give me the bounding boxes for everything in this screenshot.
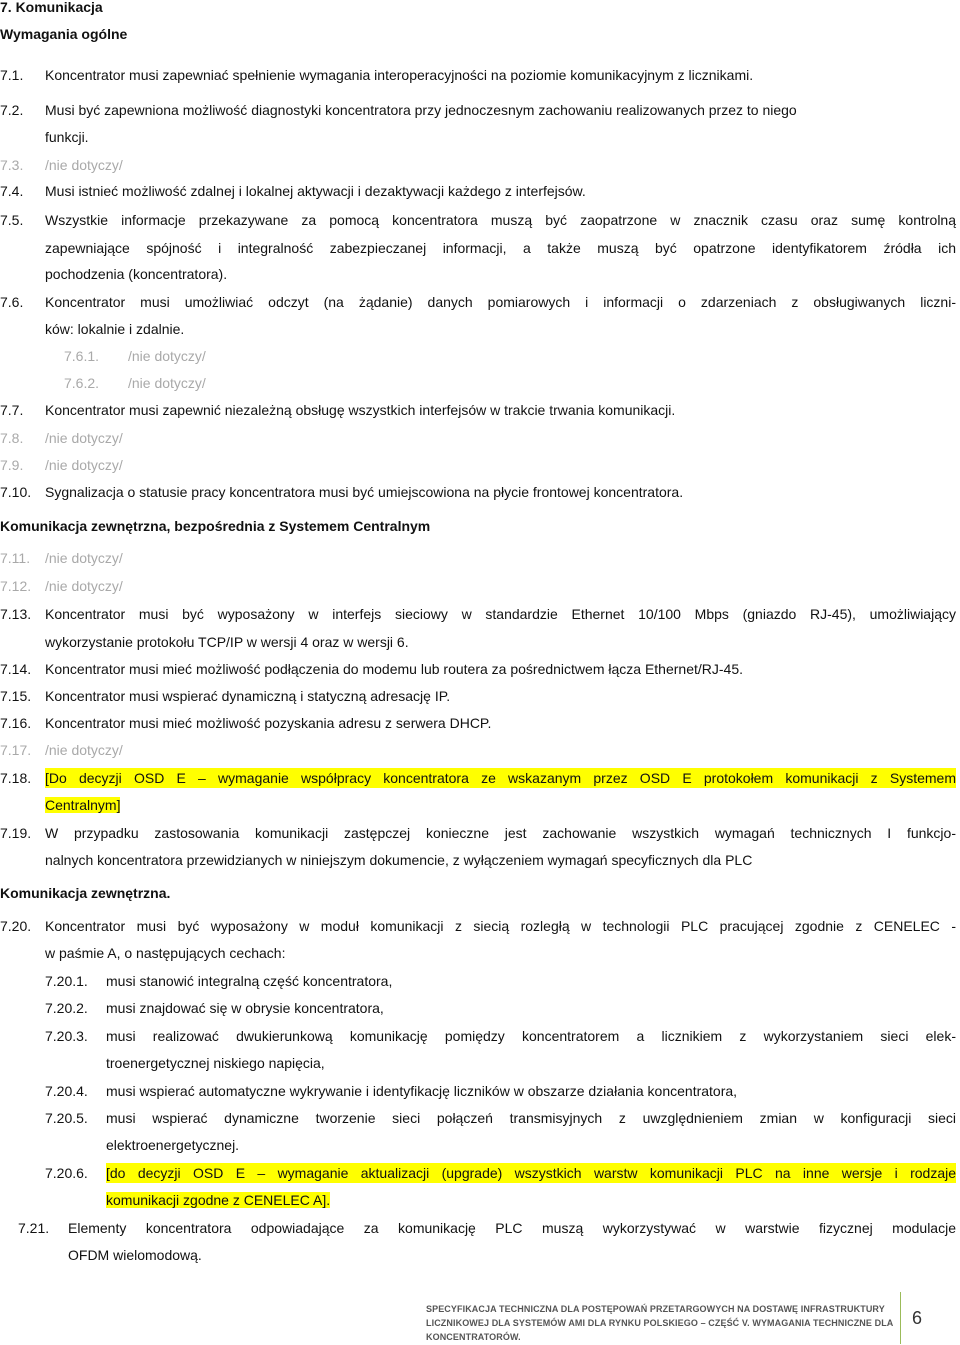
item-number: 7.20.1. bbox=[45, 973, 88, 989]
item-number: 7.6.1. bbox=[64, 348, 100, 364]
item-text: elektroenergetycznej. bbox=[106, 1137, 240, 1153]
item-number: 7.5. bbox=[0, 212, 24, 228]
item-text: nalnych koncentratora przewidzianych w niniejszym dokumencie, z wyłączeniem wymagań specyficznych dla PLC bbox=[45, 852, 753, 868]
item-text: Koncentrator musi umożliwiać odczyt (na żądanie) danych pomiarowych i informacji o zdarzeniach z obsługiwanych liczni- bbox=[45, 294, 956, 310]
item-text: musi wspierać automatyczne wykrywanie i identyfikację liczników w obszarze działania koncentratora, bbox=[106, 1083, 738, 1099]
item-text: ków: lokalnie i zdalnie. bbox=[45, 321, 185, 337]
item-number: 7.3. bbox=[0, 157, 24, 173]
highlighted-item-text: komunikacji zgodne z CENELEC A]. bbox=[106, 1192, 331, 1208]
item-text: /nie dotyczy/ bbox=[45, 157, 123, 173]
item-text: /nie dotyczy/ bbox=[45, 457, 123, 473]
item-number: 7.20.3. bbox=[45, 1028, 88, 1044]
item-number: 7.12. bbox=[0, 578, 32, 594]
item-number: 7.1. bbox=[0, 67, 24, 83]
item-text: Koncentrator musi być wyposażony w moduł komunikacji z siecią rozległą w technologii PLC pracującej zgodnie z CENELEC - bbox=[45, 918, 956, 934]
item-number: 7.13. bbox=[0, 606, 32, 622]
item-number: 7.11. bbox=[0, 550, 31, 566]
footer-line: KONCENTRATORÓW. bbox=[426, 1332, 521, 1342]
footer-line: SPECYFIKACJA TECHNICZNA DLA POSTĘPOWAŃ PRZETARGOWYCH NA DOSTAWĘ INFRASTRUKTURY bbox=[426, 1304, 885, 1314]
item-text: /nie dotyczy/ bbox=[128, 375, 206, 391]
item-text: pochodzenia (koncentratora). bbox=[45, 266, 228, 282]
item-text: Koncentrator musi być wyposażony w interfejs sieciowy w standardzie Ethernet 10/100 Mbps (gniazdo RJ-45), umożliwiający bbox=[45, 606, 956, 622]
item-number: 7.20. bbox=[0, 918, 32, 934]
item-number: 7.21. bbox=[18, 1220, 50, 1236]
item-text: Wszystkie informacje przekazywane za pomocą koncentratora muszą być zaopatrzone w znacznik czasu oraz sumę kontrolną bbox=[45, 212, 956, 228]
item-text: musi znajdować się w obrysie koncentratora, bbox=[106, 1000, 384, 1016]
item-number: 7.8. bbox=[0, 430, 24, 446]
footer-divider bbox=[900, 1292, 901, 1344]
item-text: /nie dotyczy/ bbox=[45, 742, 123, 758]
item-text: troenergetycznej niskiego napięcia, bbox=[106, 1055, 325, 1071]
item-number: 7.20.5. bbox=[45, 1110, 88, 1126]
item-text: Elementy koncentratora odpowiadające za komunikację PLC muszą wykorzystywać w warstwie fizycznej modulacje bbox=[68, 1220, 956, 1236]
item-text: /nie dotyczy/ bbox=[45, 550, 123, 566]
item-number: 7.20.4. bbox=[45, 1083, 88, 1099]
item-text: zapewniające spójność i integralność zabezpieczanej informacji, a także muszą być opatrzone identyfikatorem źródła ich bbox=[45, 240, 956, 256]
item-text: musi wspierać dynamiczne tworzenie sieci połączeń transmisyjnych z uwzględnieniem zmian w konfiguracji sieci bbox=[106, 1110, 956, 1126]
highlighted-item-text: [do decyzji OSD E – wymaganie aktualizacji (upgrade) wszystkich warstw komunikacji PLC na inne wersje i rodzaje bbox=[106, 1165, 956, 1181]
item-number: 7.4. bbox=[0, 183, 24, 199]
footer-line: LICZNIKOWEJ DLA SYSTEMÓW AMI DLA RYNKU POLSKIEGO – CZĘŚĆ V. WYMAGANIA TECHNICZNE DLA bbox=[426, 1318, 894, 1328]
item-text: w paśmie A, o następujących cechach: bbox=[45, 945, 286, 961]
item-number: 7.10. bbox=[0, 484, 32, 500]
item-number: 7.6. bbox=[0, 294, 24, 310]
item-text: /nie dotyczy/ bbox=[45, 578, 123, 594]
item-text: Koncentrator musi zapewniać spełnienie wymagania interoperacyjności na poziomie komunikacyjnym z licznikami. bbox=[45, 67, 754, 83]
external-heading: Komunikacja zewnętrzna. bbox=[0, 885, 171, 901]
item-number: 7.20.2. bbox=[45, 1000, 88, 1016]
item-text: OFDM wielomodową. bbox=[68, 1247, 202, 1263]
highlighted-item-text: [Do decyzji OSD E – wymaganie współpracy koncentratora ze wskazanym przez OSD E protokołem komunikacji z Systemem bbox=[45, 770, 956, 786]
item-text: funkcji. bbox=[45, 129, 89, 145]
item-text: wykorzystanie protokołu TCP/IP w wersji 4 oraz w wersji 6. bbox=[45, 634, 409, 650]
item-text: musi stanowić integralną część koncentratora, bbox=[106, 973, 393, 989]
item-text: musi realizować dwukierunkową komunikację pomiędzy koncentratorem a licznikiem z wykorzystaniem sieci elek- bbox=[106, 1028, 956, 1044]
item-number: 7.18. bbox=[0, 770, 32, 786]
section-title: 7. Komunikacja bbox=[0, 0, 103, 15]
item-number: 7.17. bbox=[0, 742, 32, 758]
external-central-heading: Komunikacja zewnętrzna, bezpośrednia z Systemem Centralnym bbox=[0, 518, 431, 534]
item-number: 7.15. bbox=[0, 688, 32, 704]
highlighted-item-text-wrap bbox=[106, 1190, 956, 1210]
item-number: 7.16. bbox=[0, 715, 32, 731]
item-text: Musi być zapewniona możliwość diagnostyki koncentratora przy jednoczesnym zachowaniu realizowanych przez to niego bbox=[45, 102, 797, 118]
highlighted-item-text-wrap bbox=[45, 795, 956, 815]
item-number: 7.7. bbox=[0, 402, 24, 418]
item-number: 7.20.6. bbox=[45, 1165, 88, 1181]
item-number: 7.2. bbox=[0, 102, 24, 118]
item-text: Musi istnieć możliwość zdalnej i lokalnej aktywacji i dezaktywacji każdego z interfejsów. bbox=[45, 183, 586, 199]
page-number: 6 bbox=[912, 1308, 923, 1328]
item-text: Koncentrator musi mieć możliwość pozyskania adresu z serwera DHCP. bbox=[45, 715, 492, 731]
item-text: /nie dotyczy/ bbox=[128, 348, 206, 364]
item-text: W przypadku zastosowania komunikacji zastępczej konieczne jest zachowanie wszystkich wymagań technicznych I funkcjo- bbox=[45, 825, 956, 841]
item-text: Koncentrator musi wspierać dynamiczną i statyczną adresację IP. bbox=[45, 688, 451, 704]
highlighted-item-text: Centralnym] bbox=[45, 797, 121, 813]
item-number: 7.19. bbox=[0, 825, 32, 841]
item-number: 7.9. bbox=[0, 457, 24, 473]
item-text: /nie dotyczy/ bbox=[45, 430, 123, 446]
item-text: Sygnalizacja o statusie pracy koncentratora musi być umiejscowiona na płycie frontowej koncentratora. bbox=[45, 484, 684, 500]
item-text: Koncentrator musi mieć możliwość podłączenia do modemu lub routera za pośrednictwem łącza Ethernet/RJ-45. bbox=[45, 661, 743, 677]
item-number: 7.6.2. bbox=[64, 375, 100, 391]
item-number: 7.14. bbox=[0, 661, 32, 677]
footer-document-title bbox=[426, 1302, 906, 1344]
item-text: Koncentrator musi zapewnić niezależną obsługę wszystkich interfejsów w trakcie trwania komunikacji. bbox=[45, 402, 676, 418]
general-requirements-heading: Wymagania ogólne bbox=[0, 26, 128, 42]
